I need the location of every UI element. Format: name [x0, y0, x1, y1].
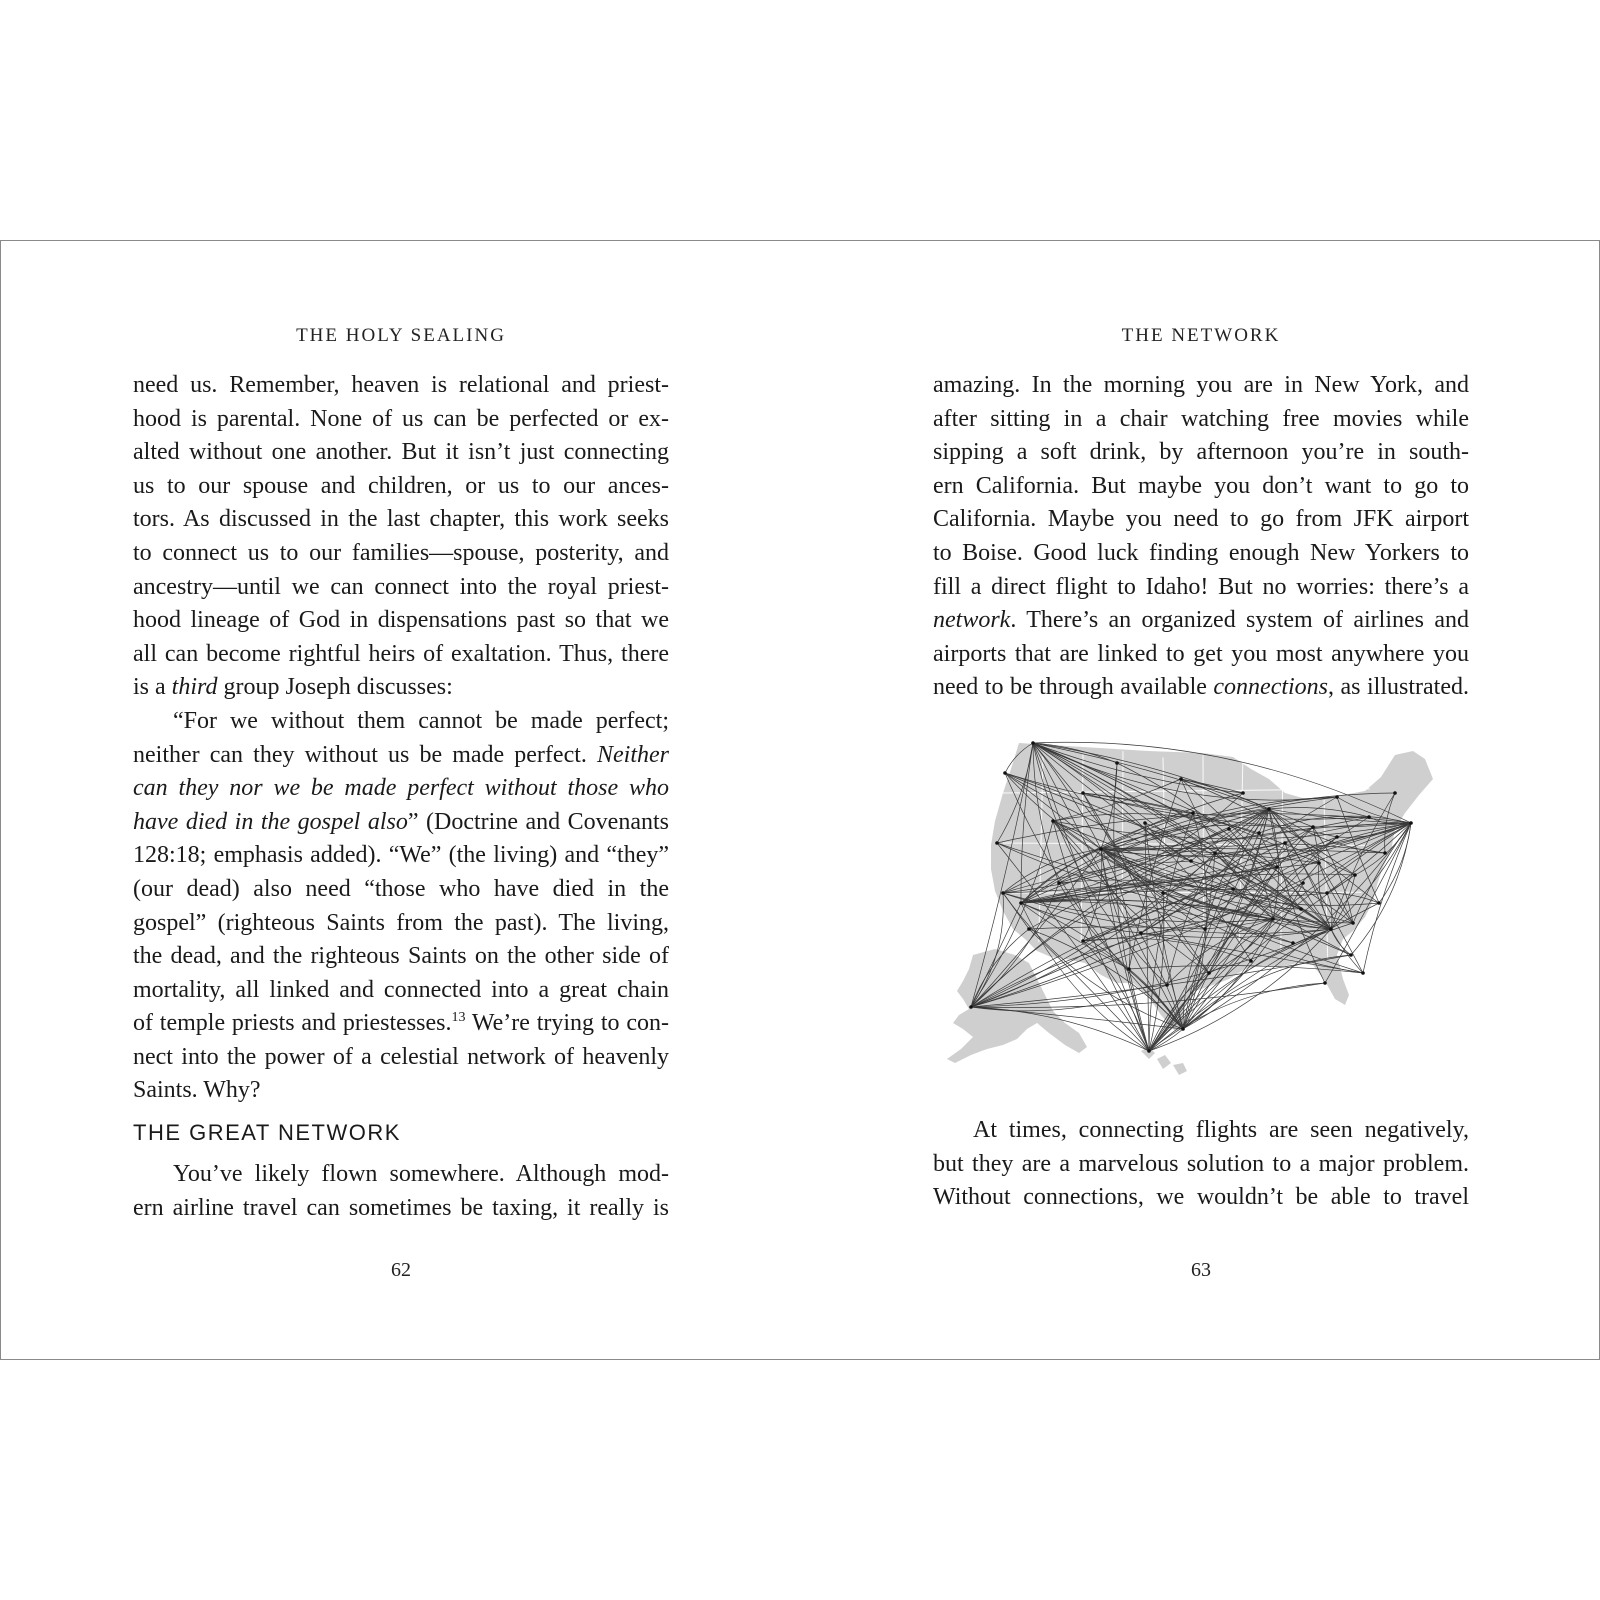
text-line: to Boise. Good luck finding enough New Yorkers to: [933, 539, 1469, 566]
text-line: mortality, all linked and connected into a great chain: [133, 976, 669, 1003]
airport-dot: [1099, 847, 1103, 851]
left-body-text: [133, 369, 669, 1225]
paragraph-3: [133, 1158, 669, 1225]
emphasis-text: can they nor we be made perfect without those who: [133, 775, 669, 802]
airport-dot: [1291, 941, 1295, 945]
text-line: but they are a marvelous solution to a major problem.: [933, 1150, 1469, 1177]
airport-dot: [1161, 891, 1165, 895]
text-line: all can become rightful heirs of exaltation. Thus, there: [133, 640, 669, 667]
right-body-text: [933, 369, 1469, 705]
airport-dot: [1213, 851, 1217, 855]
airport-dot: [1081, 791, 1085, 795]
airport-dot: [969, 1005, 973, 1009]
airport-dot: [1127, 967, 1131, 971]
text-line: the dead, and the righteous Saints on the other side of: [133, 943, 669, 970]
airport-dot: [1299, 907, 1303, 911]
text-line: “For we without them cannot be made perfect;: [173, 707, 669, 734]
airport-dot: [1031, 741, 1035, 745]
text-line: (our dead) also need “those who have died in the: [133, 875, 669, 902]
emphasis-text: third: [171, 674, 218, 701]
text-line: have died in the gospel also” (Doctrine and Covenants: [133, 808, 669, 835]
text-line: ern California. But maybe you don’t want to go to: [933, 472, 1469, 499]
airport-dot: [1317, 861, 1321, 865]
airport-dot: [1353, 873, 1357, 877]
airport-dot: [1231, 887, 1235, 891]
right-page: [933, 241, 1469, 1359]
text-line: 128:18; emphasis added). “We” (the living) and “they”: [133, 842, 669, 869]
airport-dot: [1377, 901, 1381, 905]
text-line: sipping a soft drink, by afternoon you’re in south-: [933, 439, 1469, 466]
text-line: At times, connecting flights are seen negatively,: [973, 1117, 1469, 1143]
text-line: of temple priests and priestesses.$^{13}$ We’re trying to con-: [133, 1010, 669, 1037]
airport-dot: [1179, 777, 1183, 781]
text-line: network. There’s an organized system of airlines and: [933, 607, 1469, 634]
text-line: need us. Remember, heaven is relational and priest-: [133, 372, 669, 398]
airport-dot: [1311, 825, 1315, 829]
airport-dot: [1165, 983, 1169, 987]
paragraph-1: [933, 369, 1469, 705]
text-line: after sitting in a chair watching free movies while: [933, 405, 1469, 432]
airport-dot: [1019, 901, 1023, 905]
book-spread: [0, 240, 1600, 1360]
airport-dot: [1139, 931, 1143, 935]
page-number-left: 62: [391, 1259, 411, 1281]
text-line: Without connections, we wouldn’t be able to travel: [933, 1184, 1469, 1211]
airport-dot: [1189, 859, 1193, 863]
airport-dot: [1335, 835, 1339, 839]
airport-dot: [1271, 917, 1275, 921]
airport-dot: [1081, 939, 1085, 943]
airport-dot: [1267, 807, 1271, 811]
airport-dot: [1329, 927, 1333, 931]
text-line: nect into the power of a celestial network of heavenly: [133, 1043, 669, 1070]
text-line: to connect us to our families—spouse, posterity, and: [133, 539, 669, 566]
text-line: is a third group Joseph discusses:: [133, 674, 453, 701]
text-line: You’ve likely flown somewhere. Although mod-: [173, 1161, 669, 1188]
airport-dot: [995, 841, 999, 845]
text-line: ancestry—until we can connect into the royal priest-: [133, 573, 669, 600]
airport-dot: [1241, 791, 1245, 795]
airport-dot: [1227, 827, 1231, 831]
text-line: airports that are linked to get you most anywhere you: [933, 640, 1469, 667]
route-map-illustration: [933, 733, 1469, 1085]
running-head-left: THE HOLY SEALING: [296, 325, 506, 346]
emphasis-text: connections: [1213, 674, 1329, 701]
airport-dot: [1051, 819, 1055, 823]
airport-dot: [1349, 953, 1353, 957]
left-page: [133, 241, 669, 1359]
alaska-shape: [947, 949, 1087, 1063]
text-line: gospel” (righteous Saints from the past). The living,: [133, 909, 669, 936]
airport-dot: [1367, 815, 1371, 819]
airport-dot: [1275, 865, 1279, 869]
airport-dot: [1249, 959, 1253, 963]
airport-dot: [1383, 851, 1387, 855]
text-line: Saints. Why?: [133, 1077, 261, 1104]
airport-dot: [1323, 981, 1327, 985]
right-body-text-continued: [933, 1114, 1469, 1215]
text-line: [133, 772, 669, 806]
paragraph-1: [133, 369, 669, 705]
airport-dot: [1335, 795, 1339, 799]
airport-dot: [1115, 761, 1119, 765]
text-line: hood is parental. None of us can be perfected or ex-: [133, 405, 669, 432]
airport-dot: [1257, 831, 1261, 835]
airport-dot: [1003, 771, 1007, 775]
airport-dot: [1361, 971, 1365, 975]
airport-dot: [1283, 841, 1287, 845]
airport-dot: [1325, 891, 1329, 895]
emphasis-text: network: [933, 607, 1011, 634]
text-line: hood lineage of God in dispensations past so that we: [133, 607, 669, 634]
text-line: us to our spouse and children, or us to our ances-: [133, 472, 669, 499]
airport-dot: [1001, 891, 1005, 895]
airport-dot: [1181, 1027, 1185, 1031]
text-line: amazing. In the morning you are in New York, and: [933, 372, 1469, 398]
airport-dot: [1057, 881, 1061, 885]
running-head-right: THE NETWORK: [1121, 325, 1281, 346]
emphasis-text: Neither: [597, 741, 669, 768]
flight-network-map: [933, 733, 1469, 1085]
quote-paragraph: [133, 705, 669, 1108]
airport-dot: [1203, 927, 1207, 931]
airport-dot: [1027, 927, 1031, 931]
text-line: need to be through available connections, as illustrated.: [933, 674, 1469, 701]
airport-dot: [1409, 821, 1413, 825]
page-number-right: 63: [1191, 1259, 1211, 1281]
text-line: tors. As discussed in the last chapter, this work seeks: [133, 506, 669, 533]
emphasis-text: have died in the gospel also: [133, 808, 408, 835]
airport-dot: [1207, 971, 1211, 975]
text-line: alted without one another. But it isn’t just connecting: [133, 439, 669, 466]
footnote-marker[interactable]: 13: [451, 1010, 466, 1026]
section-heading: THE GREAT NETWORK: [133, 1120, 401, 1146]
text-line: ern airline travel can sometimes be taxing, it really is: [133, 1194, 669, 1221]
airport-dot: [1393, 791, 1397, 795]
airport-dot: [1143, 821, 1147, 825]
text-line: California. Maybe you need to go from JFK airport: [933, 506, 1469, 533]
airport-dot: [1147, 1049, 1151, 1053]
text-line: fill a direct flight to Idaho! But no worries: there’s a: [933, 573, 1469, 600]
airport-dot: [1191, 811, 1195, 815]
airport-dot: [1351, 921, 1355, 925]
text-line: neither can they without us be made perfect. Neither: [133, 741, 669, 768]
airport-dot: [1301, 881, 1305, 885]
